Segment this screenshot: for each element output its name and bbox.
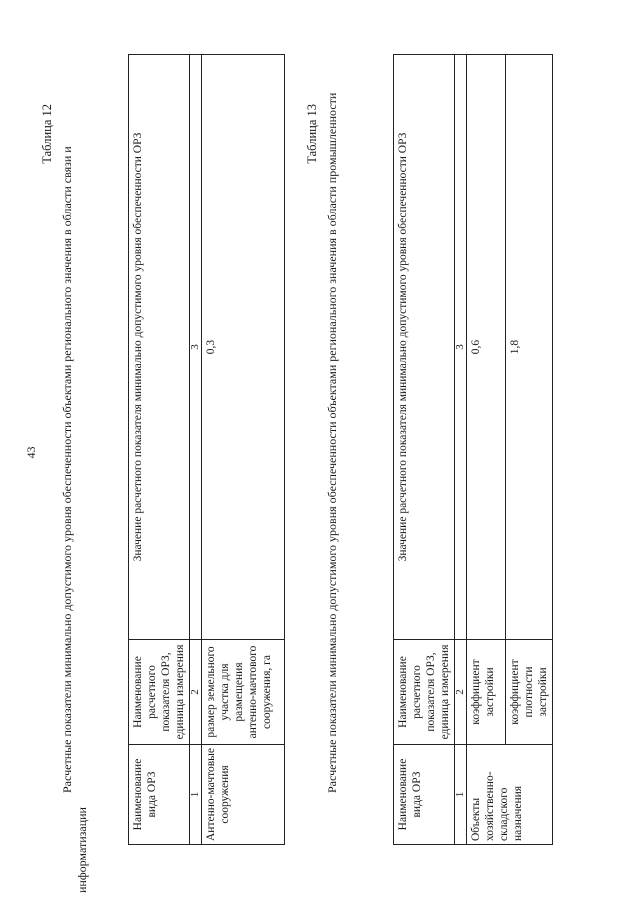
table-row xyxy=(202,55,285,845)
table-12-indicator-cell: размер земельного участка для размещения антенно-мачтового сооружения, га xyxy=(202,640,285,745)
table-row xyxy=(506,55,553,845)
table-12-type-cell: Антенно-мачтовые сооружения xyxy=(202,745,285,845)
page-number: 43 xyxy=(24,446,38,459)
table-12 xyxy=(128,54,285,845)
table-12-number-row xyxy=(190,55,202,845)
table-13 xyxy=(393,54,553,845)
table-12-col-number: 2 xyxy=(190,640,202,745)
table-13-header-type: Наименование вида ОРЗ xyxy=(394,745,455,845)
table-13-number-row xyxy=(455,55,467,845)
table-13-header-row xyxy=(394,55,455,845)
table-13-indicator-cell: коэффициент застройки xyxy=(467,640,506,745)
table-12-label: Таблица 12 xyxy=(40,104,54,164)
table-13-col-number: 3 xyxy=(455,55,467,640)
table-12-title: Расчетные показатели минимально допустимого уровня обеспеченности объектами регионального значения в области связи и информатизации xyxy=(60,146,89,893)
table-12-header-type: Наименование вида ОРЗ xyxy=(129,745,190,845)
table-13-label: Таблица 13 xyxy=(305,104,319,164)
table-12-col-number: 3 xyxy=(190,55,202,640)
table-13-title: Расчетные показатели минимально допустимого уровня обеспеченности объектами регионального значения в области промышленности xyxy=(325,92,339,793)
table-13-header-indicator: Наименование расчетного показателя ОРЗ, единица измерения xyxy=(394,640,455,745)
table-13-group-cell: Объекты хозяйственно-складского назначения xyxy=(467,745,553,845)
table-13-value-cell: 1,8 xyxy=(506,55,553,640)
table-12-header-row xyxy=(129,55,190,845)
table-12-col-number: 1 xyxy=(190,745,202,845)
table-12-header-indicator: Наименование расчетного показателя ОРЗ, единица измерения xyxy=(129,640,190,745)
table-13-value-cell: 0,6 xyxy=(467,55,506,640)
table-13-indicator-cell: коэффициент плотности застройки xyxy=(506,640,553,745)
table-12-value-cell: 0,3 xyxy=(202,55,285,640)
table-row xyxy=(467,55,506,845)
table-13-header-value: Значение расчетного показателя минимально допустимого уровня обеспеченности ОРЗ xyxy=(394,55,455,640)
table-13-col-number: 2 xyxy=(455,640,467,745)
table-12-header-value: Значение расчетного показателя минимально допустимого уровня обеспеченности ОРЗ xyxy=(129,55,190,640)
table-13-col-number: 1 xyxy=(455,745,467,845)
